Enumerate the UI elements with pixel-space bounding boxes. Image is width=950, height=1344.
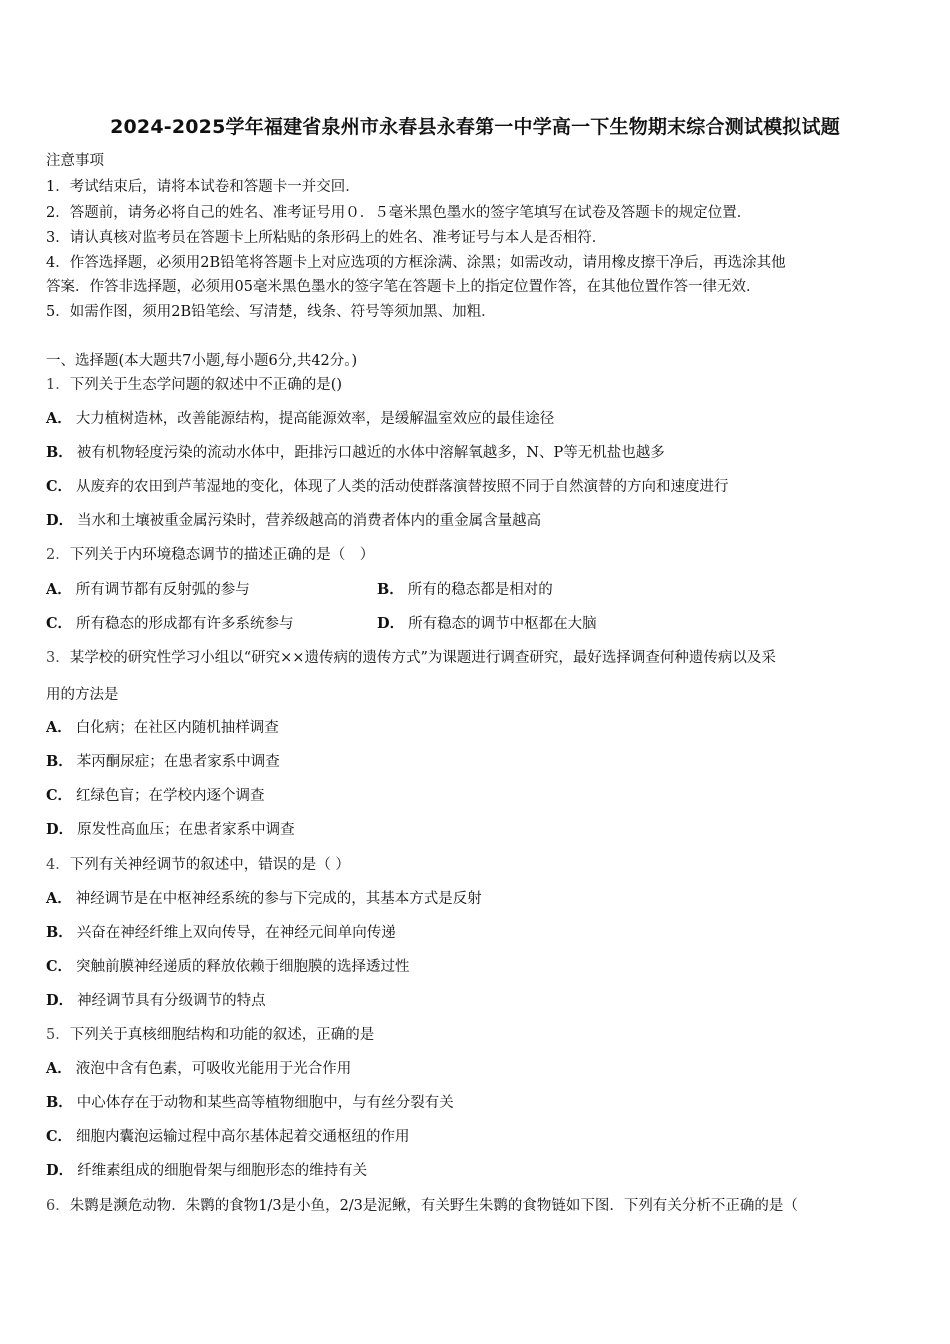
- option-letter: D．: [46, 1162, 74, 1179]
- option: [46, 820, 295, 840]
- option-letter: C．: [46, 615, 73, 632]
- option-text: 所有稳态的形成都有许多系统参与: [76, 616, 294, 632]
- option-letter: D．: [46, 512, 74, 529]
- notice-item: 3．请认真核对监考员在答题卡上所粘贴的条形码上的姓名、准考证号与本人是否相符．: [46, 230, 607, 246]
- option-letter: C．: [46, 958, 73, 975]
- option: [46, 443, 665, 463]
- option-letter: A．: [46, 1060, 72, 1077]
- option-letter: B．: [46, 753, 73, 770]
- option-text: 从废弃的农田到芦苇湿地的变化，体现了人类的活动使群落演替按照不同于自然演替的方向和速度进行: [76, 479, 729, 495]
- notice-item: 2．答题前，请务必将自己的姓名、准考证号用０．５毫米黑色墨水的签字笔填写在试卷及答题卡的规定位置．: [46, 205, 752, 221]
- option-letter: A．: [46, 410, 72, 427]
- option: [46, 477, 729, 497]
- option: [46, 718, 279, 738]
- option-letter: C．: [46, 478, 73, 495]
- option-letter: C．: [46, 1128, 73, 1145]
- option-text: 苯丙酮尿症；在患者家系中调查: [76, 754, 280, 770]
- question-text: 下列有关神经调节的叙述中，错误的是（ ）: [69, 857, 350, 873]
- question-text: 下列关于内环境稳态调节的描述正确的是（ ）: [69, 547, 375, 563]
- option-letter: D．: [46, 992, 74, 1009]
- option-text: 红绿色盲；在学校内逐个调查: [76, 788, 265, 804]
- notice-item: 1．考试结束后，请将本试卷和答题卡一并交回．: [46, 179, 360, 195]
- question-number: 4．: [46, 857, 70, 873]
- question-text: 下列关于生态学问题的叙述中不正确的是(): [69, 377, 343, 393]
- option-letter: B．: [377, 581, 404, 598]
- question-number: 1．: [46, 377, 70, 393]
- option: [377, 614, 597, 634]
- notice-item: 5．如需作图，须用2B铅笔绘、写清楚，线条、符号等须加黑、加粗．: [46, 304, 496, 320]
- option-text: 神经调节具有分级调节的特点: [77, 993, 266, 1009]
- question-number: 3．: [46, 650, 70, 666]
- option-text: 所有的稳态都是相对的: [407, 582, 553, 598]
- question-stem: [46, 1196, 906, 1216]
- option: [46, 1059, 351, 1079]
- option: [46, 923, 396, 943]
- section-heading: 一、选择题(本大题共7小题,每小题6分,共42分。): [46, 353, 358, 369]
- option-text: 神经调节是在中枢神经系统的参与下完成的，其基本方式是反射: [75, 891, 482, 907]
- question-stem: [46, 855, 350, 875]
- question-number: 5．: [46, 1027, 70, 1043]
- notice-item: 4．作答选择题，必须用2B铅笔将答题卡上对应选项的方框涂满、涂黑；如需改动，请用橡皮擦干净后，再选涂其他: [46, 255, 786, 271]
- exam-title: 2024-2025学年福建省泉州市永春县永春第一中学高一下生物期末综合测试模拟试题: [110, 116, 840, 138]
- question-number: 2．: [46, 547, 70, 563]
- question-text-continued: 用的方法是: [46, 687, 119, 703]
- option-text: 中心体存在于动物和某些高等植物细胞中，与有丝分裂有关: [76, 1095, 454, 1111]
- option: [46, 786, 265, 806]
- question-stem: [46, 1025, 374, 1045]
- option: [46, 1161, 367, 1181]
- option-text: 原发性高血压；在患者家系中调查: [77, 822, 295, 838]
- notice-item: 答案．作答非选择题，必须用05毫米黑色墨水的签字笔在答题卡上的指定位置作答，在其他位置作答一律无效．: [46, 279, 761, 295]
- option: [46, 409, 554, 429]
- question-stem: [46, 375, 342, 395]
- option-text: 白化病；在社区内随机抽样调查: [75, 720, 279, 736]
- option: [46, 1127, 410, 1147]
- option: [46, 511, 541, 531]
- question-stem: [46, 648, 776, 668]
- option-text: 细胞内囊泡运输过程中高尔基体起着交通枢纽的作用: [76, 1129, 410, 1145]
- option-text: 被有机物轻度污染的流动水体中，距排污口越近的水体中溶解氧越多，N、P等无机盐也越多: [76, 445, 665, 461]
- option-letter: B．: [46, 924, 73, 941]
- option-text: 所有稳态的调节中枢都在大脑: [408, 616, 597, 632]
- option-text: 突触前膜神经递质的释放依赖于细胞膜的选择透过性: [76, 959, 410, 975]
- option: [46, 752, 280, 772]
- option-text: 兴奋在神经纤维上双向传导，在神经元间单向传递: [76, 925, 396, 941]
- option: [46, 1093, 454, 1113]
- option: [46, 580, 250, 600]
- option-letter: A．: [46, 719, 72, 736]
- option-text: 当水和土壤被重金属污染时，营养级越高的消费者体内的重金属含量越高: [77, 513, 542, 529]
- question-number: 6．: [46, 1198, 70, 1214]
- option: [46, 889, 482, 909]
- option-letter: B．: [46, 1094, 73, 1111]
- option-text: 大力植树造林，改善能源结构，提高能源效率，是缓解温室效应的最佳途径: [75, 411, 555, 427]
- question-text: 某学校的研究性学习小组以“研究××遗传病的遗传方式”为课题进行调查研究，最好选择调查何种遗传病以及采: [69, 650, 776, 666]
- option-text: 液泡中含有色素，可吸收光能用于光合作用: [75, 1061, 352, 1077]
- option-letter: A．: [46, 581, 72, 598]
- option: [46, 991, 266, 1011]
- option-letter: A．: [46, 890, 72, 907]
- question-text: 朱鹮是濒危动物．朱鹮的食物1/3是小鱼，2/3是泥鳅，有关野生朱鹮的食物链如下图．下列有关分析不正确的是（: [69, 1198, 798, 1214]
- option-text: 所有调节都有反射弧的参与: [75, 582, 250, 598]
- question-stem: [46, 545, 374, 565]
- option-letter: D．: [377, 615, 405, 632]
- option: [46, 614, 294, 634]
- notice-heading: 注意事项: [46, 153, 104, 169]
- option-text: 纤维素组成的细胞骨架与细胞形态的维持有关: [77, 1163, 368, 1179]
- option: [377, 580, 553, 600]
- option: [46, 957, 410, 977]
- option-letter: D．: [46, 821, 74, 838]
- question-text: 下列关于真核细胞结构和功能的叙述，正确的是: [69, 1027, 375, 1043]
- option-letter: C．: [46, 787, 73, 804]
- option-letter: B．: [46, 444, 73, 461]
